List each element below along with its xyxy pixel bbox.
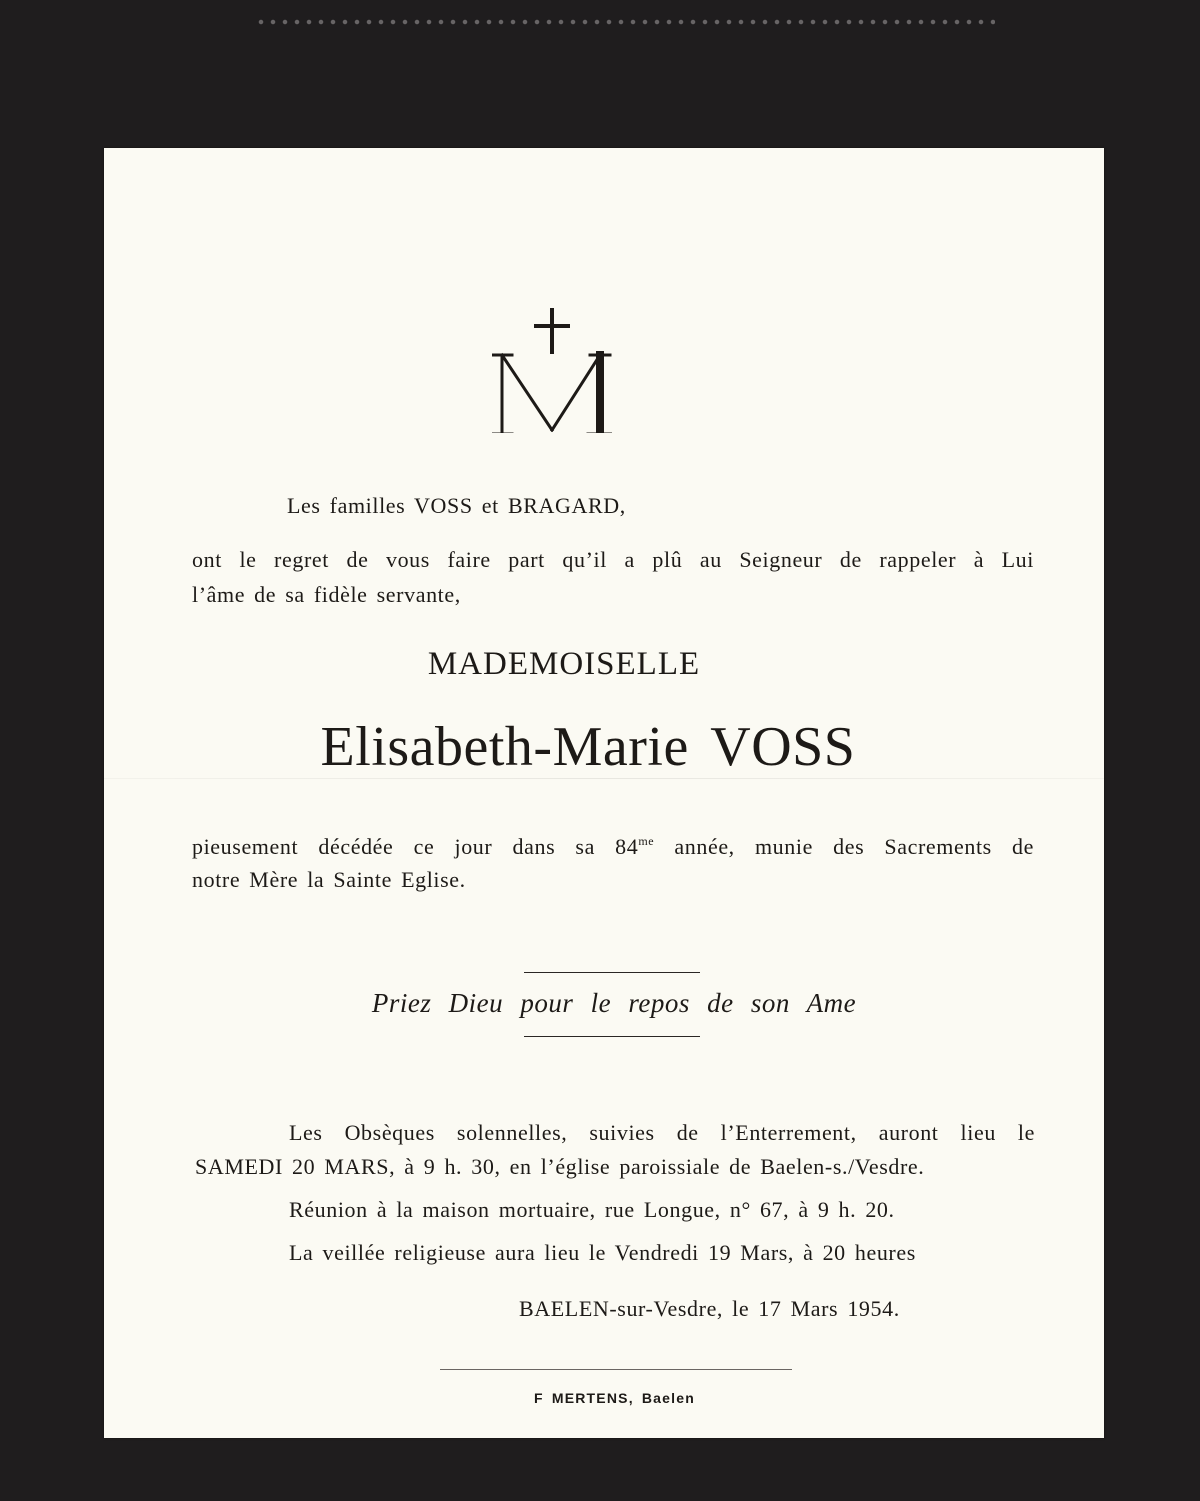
vigil-info: La veillée religieuse aura lieu le Vendredi 19 Mars, à 20 heures: [289, 1240, 916, 1265]
place-and-date: BAELEN-sur-Vesdre, le 17 Mars 1954.: [519, 1296, 900, 1321]
ordinal-suffix: me: [638, 834, 655, 848]
funeral-line-1: Les Obsèques solennelles, suivies de l’Enterrement, auront lieu le: [289, 1120, 1035, 1145]
announcement-line-1: ont le regret de vous faire part qu’il a plû au Seigneur de rappeler à Lui: [192, 547, 1034, 572]
printer-rule: [440, 1369, 792, 1370]
prayer-line: Priez Dieu pour le repos de son Ame: [371, 988, 857, 1018]
prayer-rule-bottom: [524, 1036, 700, 1037]
meeting-info: Réunion à la maison mortuaire, rue Longue, n° 67, à 9 h. 20.: [289, 1197, 895, 1222]
honorific-title: MADEMOISELLE: [427, 646, 701, 682]
death-notice-line-1: pieusement décédée ce jour dans sa $84^{me}$ année, munie des Sacrements de: [192, 834, 1034, 859]
announcement-line-2: l’âme de sa fidèle servante,: [192, 582, 461, 607]
deceased-name: Elisabeth-Marie VOSS: [320, 716, 856, 778]
printer-credit: F MERTENS, Baelen: [534, 1390, 695, 1406]
funeral-line-2: SAMEDI 20 MARS, à 9 h. 30, en l’église paroissiale de Baelen-s./Vesdre.: [195, 1154, 925, 1179]
families-intro: Les familles VOSS et BRAGARD,: [287, 493, 626, 518]
death-notice-line-2: notre Mère la Sainte Eglise.: [192, 867, 466, 892]
album-stitching: [255, 14, 995, 30]
funeral-card: [104, 148, 1104, 1438]
marian-cross-monogram-icon: [492, 308, 612, 433]
prayer-rule-top: [524, 972, 700, 973]
